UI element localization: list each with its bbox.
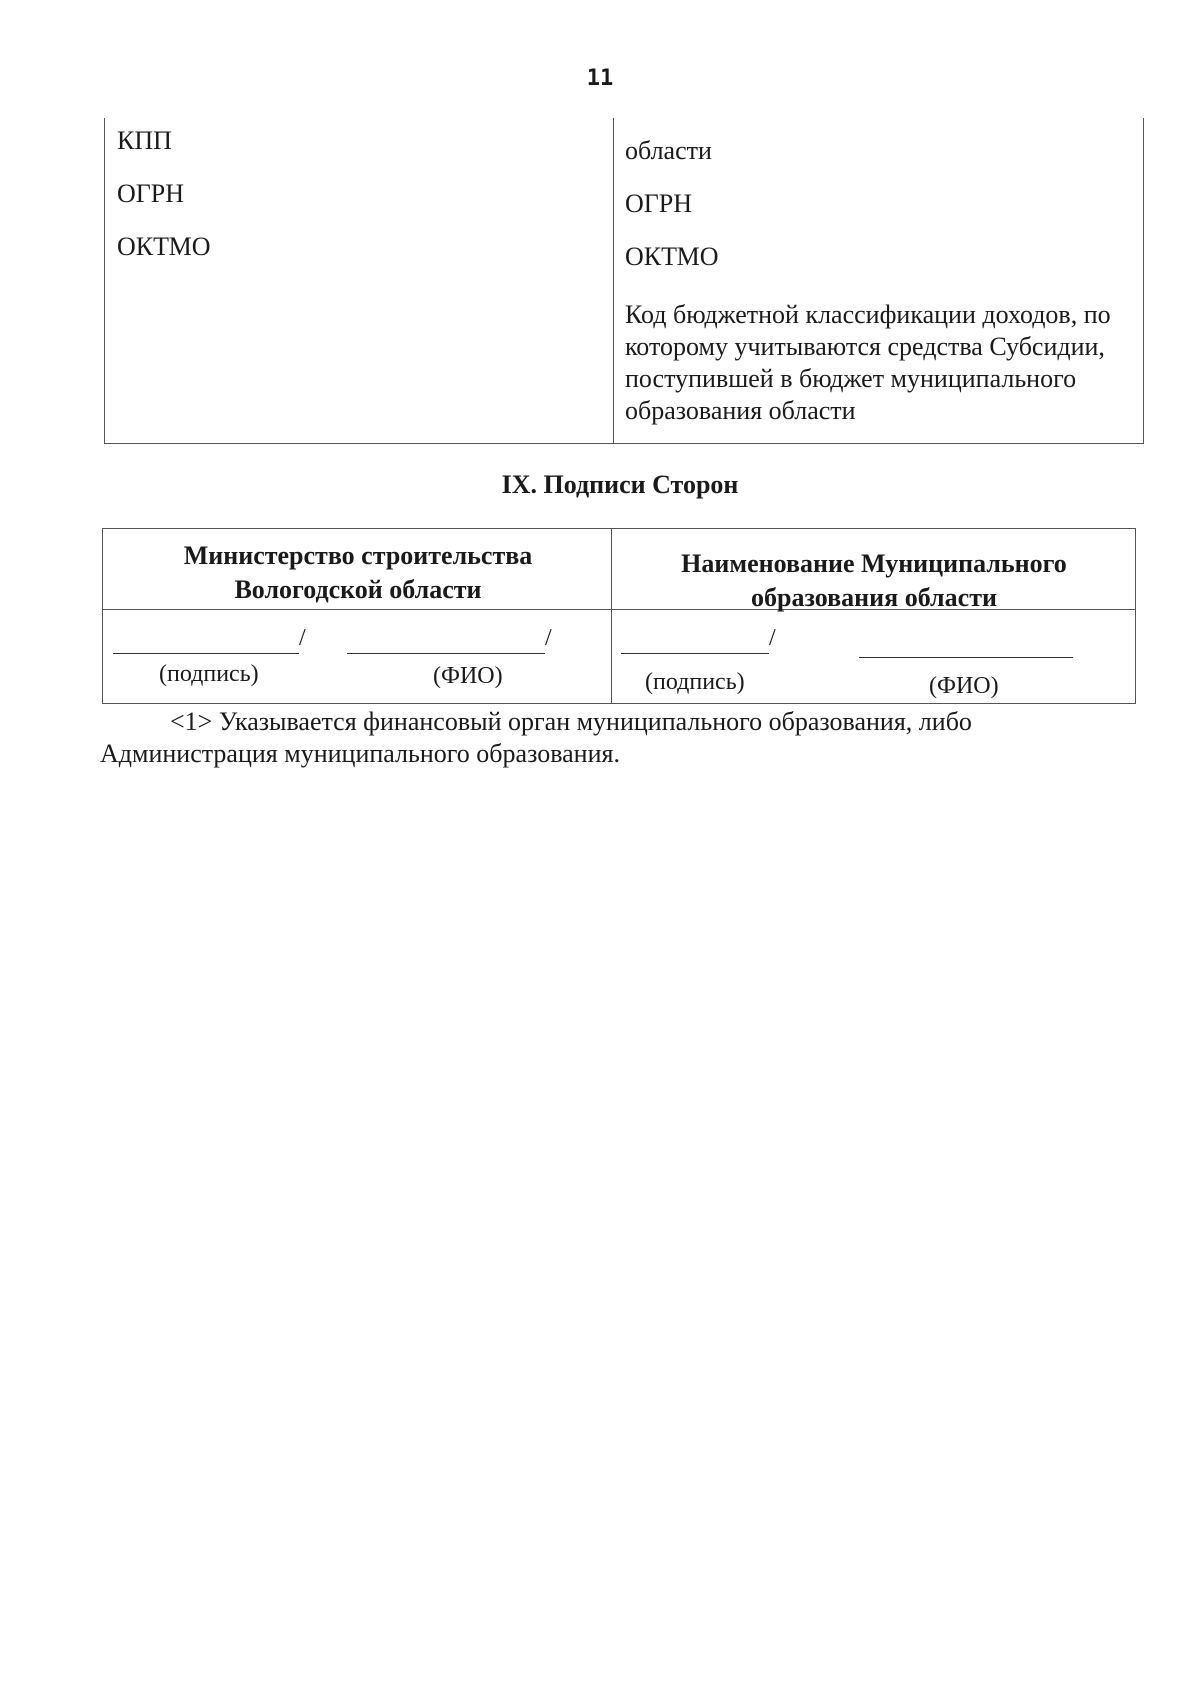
oktmo-label: ОКТМО: [625, 242, 719, 271]
separator-slash: /: [299, 625, 306, 651]
column-divider: [613, 118, 614, 443]
details-table: [104, 118, 1144, 444]
signature-caption: (подпись): [159, 661, 259, 687]
ogrn-label: ОГРН: [625, 189, 693, 218]
footnote-line: <1> Указывается финансовый орган муниципального образования, либо: [170, 707, 972, 736]
right-details: [625, 136, 1133, 427]
signatures-table: [102, 528, 1136, 704]
oktmo-label: ОКТМО: [117, 232, 211, 261]
left-party-name: Министерство строительства Вологодской области: [183, 541, 533, 604]
region-label: области: [625, 136, 712, 165]
footnote-line: Администрация муниципального образования.: [100, 739, 620, 768]
name-line: [859, 657, 1073, 658]
signature-line: [113, 653, 299, 654]
signature-line: [621, 653, 769, 654]
name-caption: (ФИО): [929, 673, 999, 699]
budget-classification-code-label: Код бюджетной классификации доходов, по которому учитываются средства Субсидии, поступившей в бюджет муниципального образования области: [625, 300, 1111, 425]
left-details: [117, 126, 211, 285]
signature-caption: (подпись): [645, 669, 745, 695]
ogrn-label: ОГРН: [117, 179, 185, 208]
separator-slash: /: [769, 625, 776, 651]
separator-slash: /: [545, 625, 552, 651]
section-title: IX. Подписи Сторон: [501, 470, 739, 499]
kpp-label: КПП: [117, 126, 172, 155]
name-line: [347, 653, 545, 654]
footnote: [100, 706, 1100, 770]
name-caption: (ФИО): [433, 663, 503, 689]
column-divider: [611, 529, 612, 703]
right-party-name: Наименование Муниципального образования области: [681, 549, 1067, 612]
page-number: 11: [586, 66, 614, 91]
